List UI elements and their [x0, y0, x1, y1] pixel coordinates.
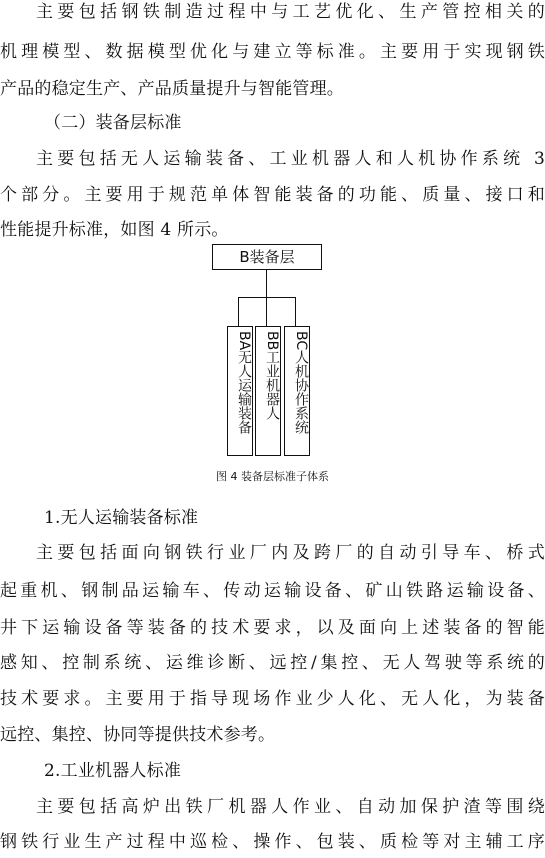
- connector-branch: [266, 297, 267, 326]
- paragraph-line: 机理模型、数据模型优化与建立等标准。主要用于实现钢铁: [0, 42, 545, 62]
- subsection-line: 感知、控制系统、运维诊断、远控/集控、无人驾驶等系统的: [0, 653, 545, 673]
- connector-branch: [295, 297, 296, 326]
- subsection-heading: 2.工业机器人标准: [44, 761, 182, 781]
- subsection-line: 井下运输设备等装备的技术要求，以及面向上述装备的智能: [0, 618, 545, 638]
- subsection-line: 钢铁行业生产过程中巡检、操作、包装、质检等对主辅工序: [0, 832, 545, 852]
- figure-root-box: B装备层: [212, 244, 322, 270]
- subsection-line: 主要包括高炉出铁厂机器人作业、自动加保护渣等围绕: [36, 797, 545, 817]
- paragraph-line: 产品的稳定生产、产品质量提升与智能管理。: [0, 79, 344, 99]
- subsection-line: 起重机、钢制品运输车、传动运输设备、矿山铁路运输设备、: [0, 581, 545, 601]
- section-heading: （二）装备层标准: [44, 113, 182, 133]
- figure-child-box: BB工业机器人: [255, 326, 281, 456]
- figure-child-box: BA无人运输装备: [227, 326, 253, 456]
- subsection-heading: 1.无人运输装备标准: [44, 508, 199, 528]
- section-body-line: 性能提升标准，如图 4 所示。: [0, 220, 229, 240]
- connector-trunk: [266, 270, 267, 298]
- subsection-line: 主要包括面向钢铁行业厂内及跨厂的自动引导车、桥式: [36, 543, 545, 563]
- subsection-line: 技术要求。主要用于指导现场作业少人化、无人化，为装备: [0, 689, 545, 709]
- subsection-line: 远控、集控、协同等提供技术参考。: [0, 725, 276, 745]
- connector-branch: [238, 297, 239, 326]
- paragraph-line: 主要包括钢铁制造过程中与工艺优化、生产管控相关的: [36, 2, 545, 22]
- figure-caption: 图 4 装备层标准子体系: [216, 470, 329, 483]
- section-body-line: 主要包括无人运输装备、工业机器人和人机协作系统 3: [36, 149, 545, 169]
- figure-child-box: BC人机协作系统: [284, 326, 310, 456]
- section-body-line: 个部分。主要用于规范单体智能装备的功能、质量、接口和: [0, 185, 545, 205]
